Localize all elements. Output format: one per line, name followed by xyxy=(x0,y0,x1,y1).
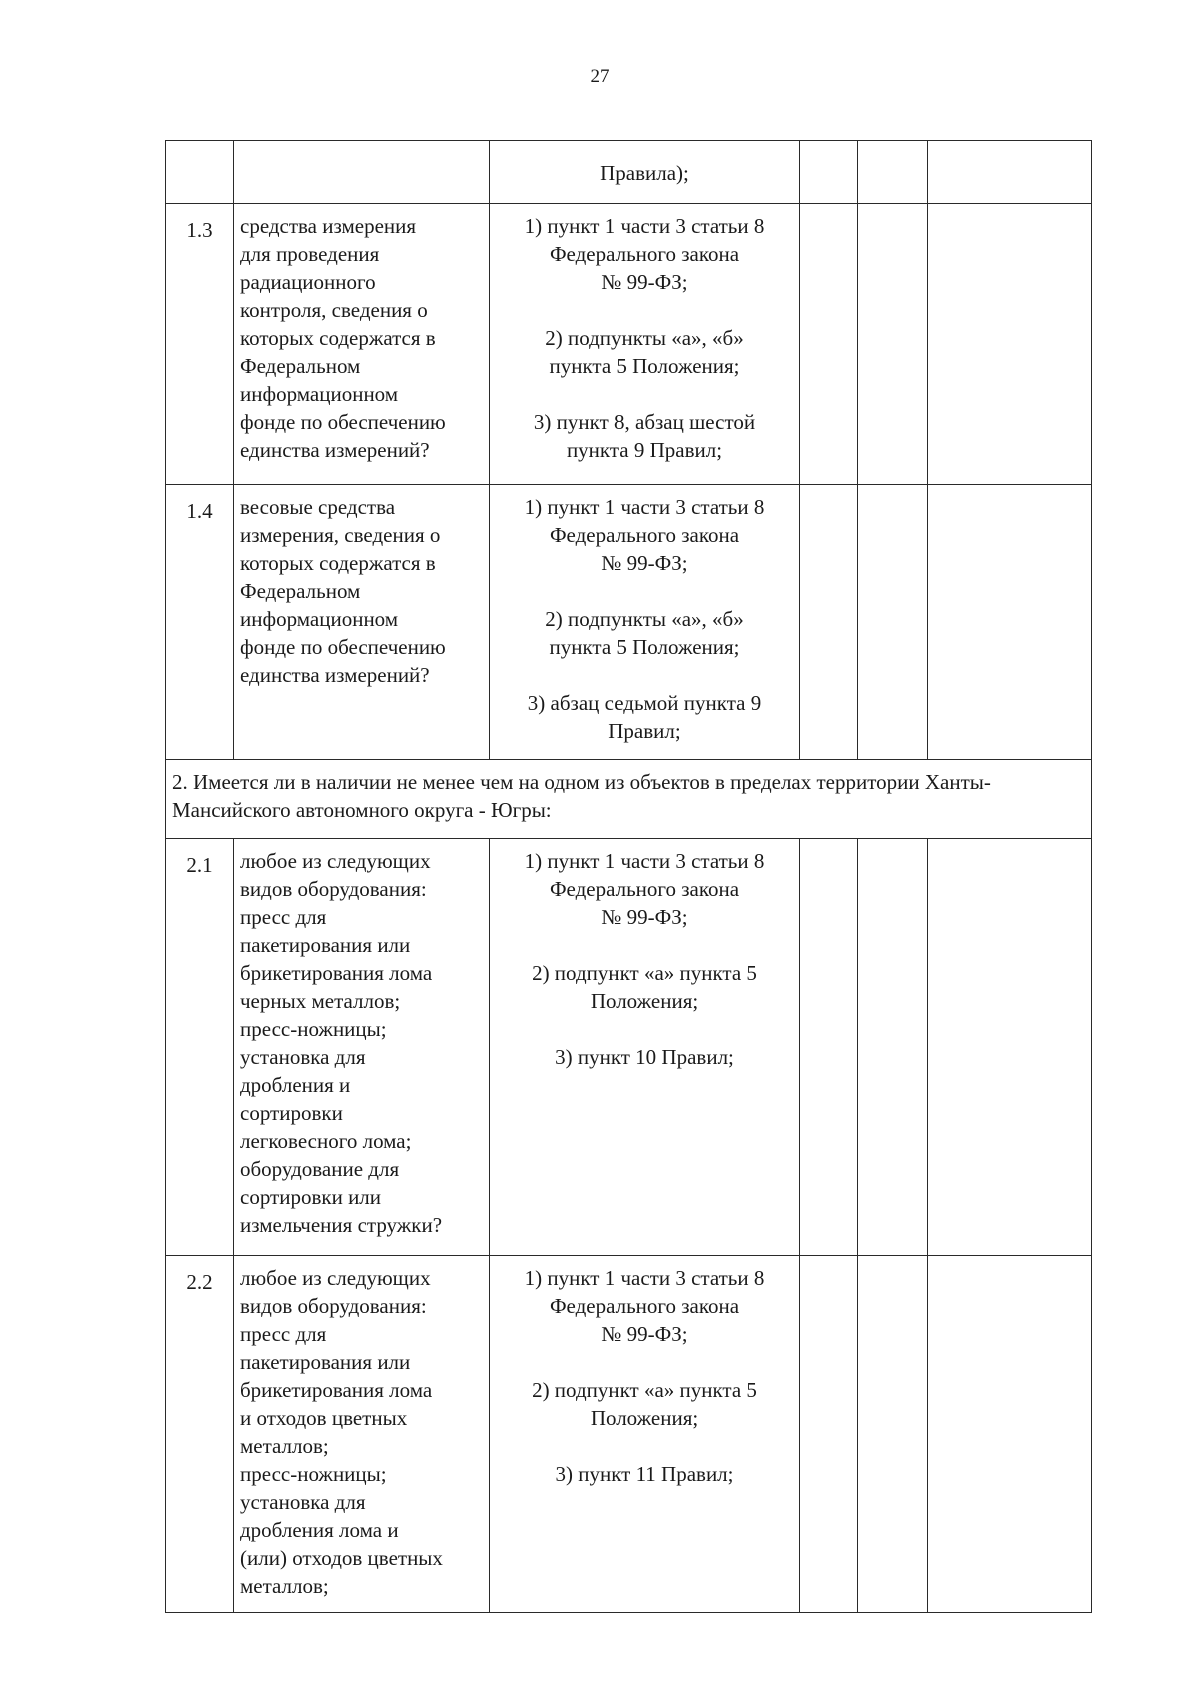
table-row-1-3 xyxy=(166,204,1092,485)
number-cell: 2.2 xyxy=(166,1256,234,1613)
table-row-2-2 xyxy=(166,1256,1092,1613)
answer-no-cell xyxy=(858,141,928,204)
table-row-continuation xyxy=(166,141,1092,204)
requirement-item: 3) пункт 11 Правил; xyxy=(555,1462,734,1486)
requirement-item: 2) подпункт «а» пункта 5 Положения; xyxy=(532,961,757,1013)
table-row-2-1 xyxy=(166,839,1092,1256)
answer-yes-cell xyxy=(800,839,858,1256)
requirement-item: 1) пункт 1 части 3 статьи 8 Федерального закона № 99-ФЗ; xyxy=(524,849,765,929)
question-cell: любое из следующих видов оборудования: пресс для пакетирования или брикетирования лома черных металлов; пресс-ножницы; установка для дробления и сортировки легковесного лома; оборудование для сортировки или измельчения стружки? xyxy=(234,839,490,1256)
requirement-item: 3) абзац седьмой пункта 9 Правил; xyxy=(527,691,762,743)
requirement-cell xyxy=(490,1256,800,1613)
requirement-item: 2) подпункты «а», «б» пункта 5 Положения; xyxy=(545,326,744,378)
requirement-cell xyxy=(490,204,800,485)
number-cell: 1.4 xyxy=(166,485,234,760)
requirement-item: 1) пункт 1 части 3 статьи 8 Федерального закона № 99-ФЗ; xyxy=(524,1266,765,1346)
requirement-cell xyxy=(490,839,800,1256)
number-cell: 2.1 xyxy=(166,839,234,1256)
note-cell xyxy=(928,485,1092,760)
note-cell xyxy=(928,839,1092,1256)
table-row-1-4 xyxy=(166,485,1092,760)
number-cell xyxy=(166,141,234,204)
requirement-item: 3) пункт 8, абзац шестой пункта 9 Правил; xyxy=(533,410,756,462)
answer-no-cell xyxy=(858,485,928,760)
answer-yes-cell xyxy=(800,204,858,485)
requirement-text: Правила); xyxy=(600,161,689,185)
answer-yes-cell xyxy=(800,1256,858,1613)
requirement-item: 1) пункт 1 части 3 статьи 8 Федерального закона № 99-ФЗ; xyxy=(524,214,765,294)
note-cell xyxy=(928,204,1092,485)
question-cell: любое из следующих видов оборудования: пресс для пакетирования или брикетирования лома и отходов цветных металлов; пресс-ножницы; установка для дробления лома и (или) отходов цветных металлов; xyxy=(234,1256,490,1613)
checklist-table xyxy=(165,140,1092,1613)
answer-no-cell xyxy=(858,204,928,485)
question-cell: средства измерения для проведения радиационного контроля, сведения о которых содержатся в Федеральном информационном фонде по обеспечению единства измерений? xyxy=(234,204,490,485)
question-cell: весовые средства измерения, сведения о которых содержатся в Федеральном информационном фонде по обеспечению единства измерений? xyxy=(234,485,490,760)
section-heading-row-2 xyxy=(166,760,1092,839)
question-cell xyxy=(234,141,490,204)
page-number: 27 xyxy=(590,66,610,87)
requirement-item: 3) пункт 10 Правил; xyxy=(555,1045,734,1069)
requirement-item: 1) пункт 1 части 3 статьи 8 Федерального закона № 99-ФЗ; xyxy=(524,495,765,575)
answer-no-cell xyxy=(858,1256,928,1613)
number-cell: 1.3 xyxy=(166,204,234,485)
answer-yes-cell xyxy=(800,485,858,760)
section-heading: 2. Имеется ли в наличии не менее чем на одном из объектов в пределах территории Ханты-Мансийского автономного округа - Югры: xyxy=(166,760,1092,839)
requirement-item: 2) подпункт «а» пункта 5 Положения; xyxy=(532,1378,757,1430)
answer-no-cell xyxy=(858,839,928,1256)
note-cell xyxy=(928,1256,1092,1613)
requirement-item: 2) подпункты «а», «б» пункта 5 Положения; xyxy=(545,607,744,659)
answer-yes-cell xyxy=(800,141,858,204)
requirement-cell xyxy=(490,485,800,760)
requirement-cell xyxy=(490,141,800,204)
note-cell xyxy=(928,141,1092,204)
